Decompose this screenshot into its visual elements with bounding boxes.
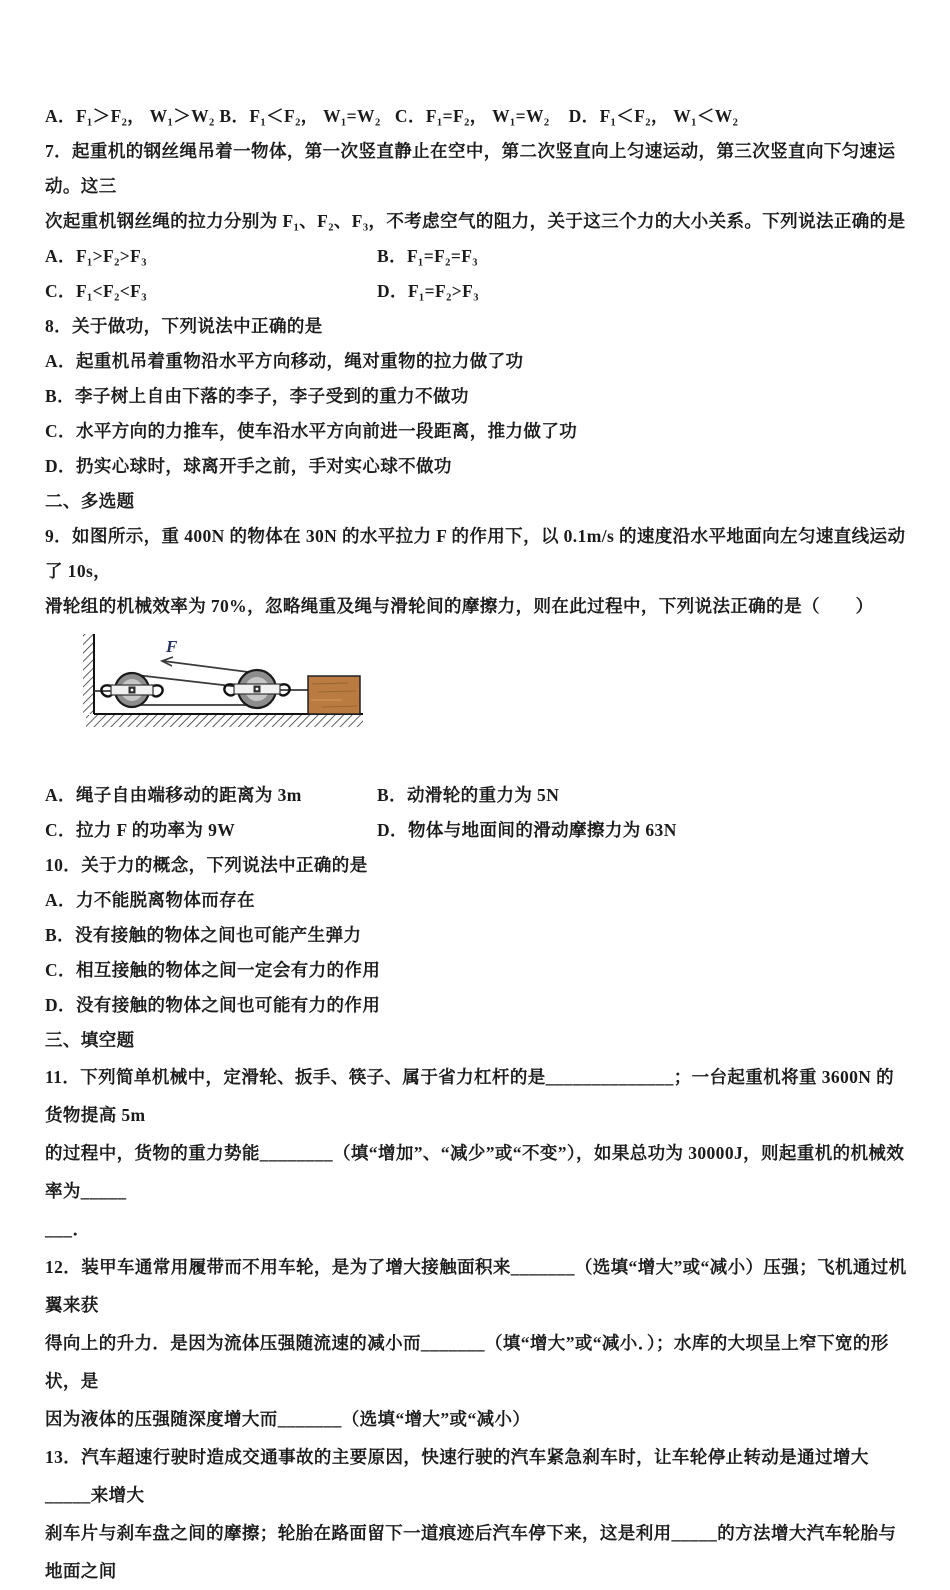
text-line: 9．如图所示，重 400N 的物体在 30N 的水平拉力 F 的作用下，以 0.1m/s 的速度沿水平地面向左匀速直线运动了 10s，: [45, 526, 906, 581]
wall-hatch: [83, 634, 94, 714]
question-9-stem: [45, 519, 908, 624]
question-13-text: [45, 1438, 908, 1590]
question-10-option-b: B．没有接触的物体之间也可能产生弹力: [45, 925, 362, 945]
section-fill-blank-title: 三、填空题: [45, 1030, 135, 1050]
text-line: 11．下列简单机械中，定滑轮、扳手、筷子、属于省力杠杆的是______________；一台起重机将重 3600N 的货物提高 5m: [45, 1067, 895, 1125]
pulley-diagram: [78, 632, 368, 732]
question-12-text: [45, 1248, 908, 1438]
question-9-figure: [78, 632, 908, 732]
question-7-option-c: C．F₁<F₂<F₃: [45, 281, 147, 301]
text-line: 刹车片与刹车盘之间的摩擦；轮胎在路面留下一道痕迹后汽车停下来，这是利用_____的方法增大汽车轮胎与地面之间: [45, 1523, 897, 1581]
question-7-option-b: B．F₁=F₂=F₃: [377, 246, 478, 266]
question-8-option-a: A．起重机吊着重物沿水平方向移动，绳对重物的拉力做了功: [45, 351, 524, 371]
text-line: ___．: [45, 1219, 91, 1239]
question-6-options-line: A．F₁＞F₂， W₁＞W₂ B．F₁＜F₂， W₁=W₂ C．F₁=F₂， W₁=W₂ D．F₁＜F₂， W₁＜W₂: [45, 106, 739, 126]
question-10-option-a: A．力不能脱离物体而存在: [45, 890, 255, 910]
question-7-options: [45, 239, 908, 309]
question-8-option-b: B．李子树上自由下落的李子，李子受到的重力不做功: [45, 386, 469, 406]
text-line: 7．起重机的钢丝绳吊着一物体，第一次竖直静止在空中，第二次竖直向上匀速运动，第三次竖直向下匀速运动。这三: [45, 141, 896, 196]
question-10-stem: 10．关于力的概念，下列说法中正确的是: [45, 855, 368, 875]
question-9-option-a: A．绳子自由端移动的距离为 3m: [45, 785, 302, 805]
question-8-option-c: C．水平方向的力推车，使车沿水平方向前进一段距离，推力做了功: [45, 421, 578, 441]
question-9-options: [45, 778, 908, 848]
question-9-option-c: C．拉力 F 的功率为 9W: [45, 820, 236, 840]
question-9-option-d: D．物体与地面间的滑动摩擦力为 63N: [377, 820, 677, 840]
text-line: 滑轮组的机械效率为 70%，忽略绳重及绳与滑轮间的摩擦力，则在此过程中，下列说法正确的是（ ）: [45, 596, 874, 616]
question-8-option-d: D．扔实心球时，球离开手之前，手对实心球不做功: [45, 456, 452, 476]
wood-block: [308, 676, 360, 714]
section-fill-blank-header: [45, 1023, 908, 1058]
section-multi-select-header: [45, 484, 908, 519]
force-arrow: [162, 657, 256, 673]
question-7-option-a: A．F₁>F₂>F₃: [45, 246, 147, 266]
text-line: 次起重机钢丝绳的拉力分别为 F₁、F₂、F₃，不考虑空气的阻力，关于这三个力的大小关系。下列说法正确的是: [45, 211, 906, 231]
question-10-options: [45, 883, 908, 1023]
force-label: F: [166, 637, 178, 656]
fixed-pulley: [101, 673, 162, 707]
question-7-stem: [45, 134, 908, 239]
movable-pulley: [224, 670, 289, 708]
text-line: 因为液体的压强随深度增大而_______（选填“增大”或“减小）: [45, 1409, 531, 1429]
question-8-stem: 8．关于做功，下列说法中正确的是: [45, 316, 323, 336]
question-10-option-c: C．相互接触的物体之间一定会有力的作用: [45, 960, 381, 980]
section-multi-select-title: 二、多选题: [45, 491, 135, 511]
question-8-options: [45, 344, 908, 484]
text-line: 12．装甲车通常用履带而不用车轮，是为了增大接触面积来_______（选填“增大”或“减小）压强；飞机通过机翼来获: [45, 1257, 907, 1315]
text-line: 的过程中，货物的重力势能________（填“增加”、“减少”或“不变”），如果总功为 30000J，则起重机的机械效率为_____: [45, 1143, 905, 1201]
question-11-text: [45, 1058, 908, 1248]
text-line: 得向上的升力．是因为流体压强随流速的减小而_______（填“增大”或“减小．）；水库的大坝呈上窄下宽的形状，是: [45, 1333, 889, 1391]
ground-hatch: [86, 715, 363, 727]
question-10-option-d: D．没有接触的物体之间也可能有力的作用: [45, 995, 381, 1015]
text-line: 13．汽车超速行驶时造成交通事故的主要原因，快速行驶的汽车紧急刹车时，让车轮停止转动是通过增大_____来增大: [45, 1447, 869, 1505]
question-9-option-b: B．动滑轮的重力为 5N: [377, 785, 560, 805]
question-7-option-d: D．F₁=F₂>F₃: [377, 281, 479, 301]
